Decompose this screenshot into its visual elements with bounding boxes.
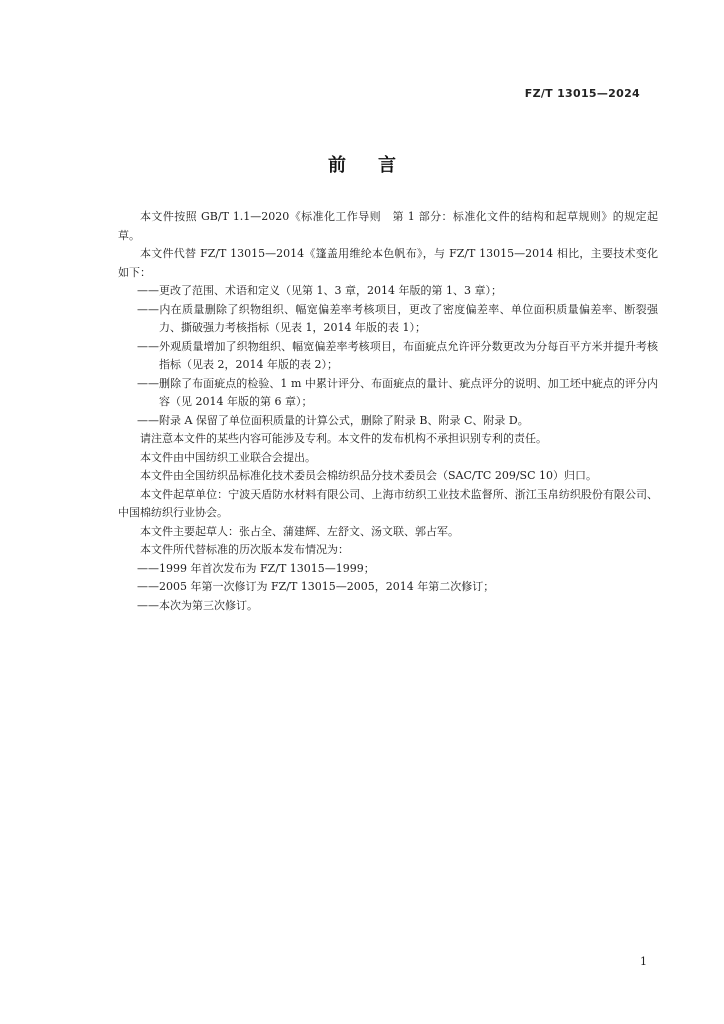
history-item: ——2005 年第一次修订为 FZ/T 13015—2005，2014 年第二次修订； [137,580,495,593]
change-item: ——删除了布面疵点的检验、1 m 中累计评分、布面疵点的量计、疵点评分的说明、加工坯中疵点的评分内容（见 2014 年版的第 6 章）； [137,376,658,408]
paragraph-committee: 本文件由全国纺织品标准化技术委员会棉纺织品分技术委员会（SAC/TC 209/SC 10）归口。 [140,469,597,482]
paragraph-history-intro: 本文件所代替标准的历次版本发布情况为： [140,543,349,556]
standard-code: FZ/T 13015—2024 [524,87,640,100]
foreword-body [118,208,658,615]
page-title: 前言 [328,155,428,176]
change-item: ——附录 A 保留了单位面积质量的计算公式，删除了附录 B、附录 C、附录 D。 [137,413,529,427]
change-item: ——内在质量删除了织物组织、幅宽偏差率考核项目，更改了密度偏差率、单位面积质量偏差率、断裂强力、撕破强力考核指标（见表 1，2014 年版的表 1）； [137,302,658,334]
paragraph-replacement: 本文件代替 FZ/T 13015—2014《篷盖用维纶本色帆布》，与 FZ/T 13015—2014 相比，主要技术变化如下： [118,247,658,279]
paragraph-patent-notice: 请注意本文件的某些内容可能涉及专利。本文件的发布机构不承担识别专利的责任。 [140,432,547,445]
paragraph-proposer: 本文件由中国纺织工业联合会提出。 [140,450,316,464]
page-number: 1 [640,955,647,968]
change-item: ——更改了范围、术语和定义（见第 1、3 章，2014 年版的第 1、3 章）； [137,284,502,297]
history-item: ——1999 年首次发布为 FZ/T 13015—1999； [137,561,375,575]
paragraph-drafters: 本文件主要起草人：张占全、蒲建辉、左舒文、汤文联、郭占军。 [140,524,459,538]
change-item: ——外观质量增加了织物组织、幅宽偏差率考核项目，布面疵点允许评分数更改为分每百平方米并提升考核指标（见表 2，2014 年版的表 2）； [137,339,658,371]
paragraph-drafting-rules: 本文件按照 GB/T 1.1—2020《标准化工作导则 第 1 部分：标准化文件的结构和起草规则》的规定起草。 [118,210,658,242]
paragraph-drafting-units: 本文件起草单位：宁波天盾防水材料有限公司、上海市纺织工业技术监督所、浙江玉帛纺织股份有限公司、中国棉纺织行业协会。 [118,487,658,519]
history-item: ——本次为第三次修订。 [137,598,258,612]
